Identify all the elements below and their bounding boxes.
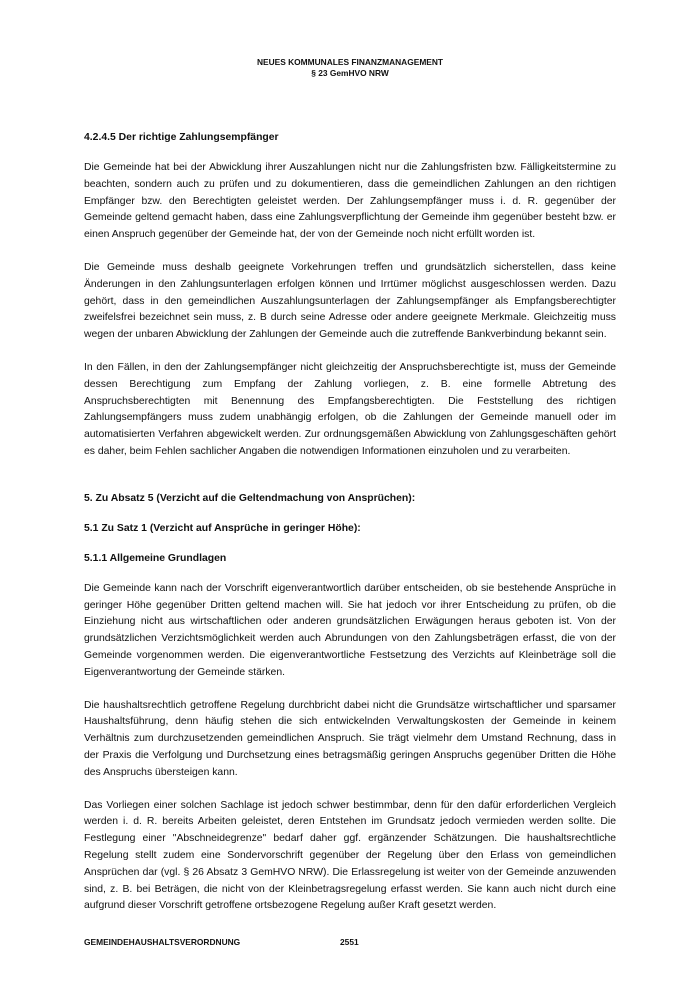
page-number: 2551	[340, 937, 359, 947]
paragraph-2: Die Gemeinde muss deshalb geeignete Vorkehrungen treffen und grundsätzlich sicherstellen, dass keine Änderungen in den Zahlungsunterlagen erfolgen können und Irrtümer möglichst ausgeschlossen werden. Dazu gehört, dass in den gemeindlichen Auszahlungsunterlagen der Zahlungsempfänger als Empfangsberechtigter zweifelsfrei bezeichnet sein muss, z. B durch seine Adresse oder andere geeignete Merkmale. Gleichzeitig muss wegen der unbaren Abwicklung der Zahlungen der Gemeinde auch die zutreffende Bankverbindung bekannt sein.	[84, 261, 616, 341]
heading-5: 5. Zu Absatz 5 (Verzicht auf die Geltendmachung von Ansprüchen):	[84, 492, 416, 504]
paragraph-5: Die haushaltsrechtlich getroffene Regelung durchbricht dabei nicht die Grundsätze wirtschaftlicher und sparsamer Haushaltsführung, denn häufig stehen die sich entwickelnden Verwaltungskosten der Gemeinde in keinem Verhältnis zum durchzusetzenden gemeindlichen Anspruch. Sie trägt vielmehr dem Umstand Rechnung, dass in der Praxis die Verfolgung und Durchsetzung eines betragsmäßig geringen Anspruchs gegenüber Dritten die Höhe des Anspruchs übersteigen kann.	[84, 699, 616, 778]
heading-5-1: 5.1 Zu Satz 1 (Verzicht auf Ansprüche in geringer Höhe):	[84, 522, 361, 534]
paragraph-6: Das Vorliegen einer solchen Sachlage ist jedoch schwer bestimmbar, denn für den dafür erforderlichen Vergleich werden i. d. R. bereits Arbeiten geleistet, deren Entstehen im Grundsatz jedoch vermieden werden sollte. Die Festlegung einer "Abschneidegrenze" bedarf daher ggf. ergänzender Schätzungen. Die haushaltsrechtliche Regelung stellt zudem eine Sondervorschrift gegenüber der Regelung über den Erlass von gemeindlichen Ansprüchen dar (vgl. § 26 Absatz 3 GemHVO NRW). Die Erlassregelung ist weiter von der Gemeinde anzuwenden sind, z. B. bei Beträgen, die nicht von der Kleinbetragsregelung erfasst werden. Sie kann auch nicht durch eine aufgrund dieser Vorschrift getroffene ortsbezogene Regelung außer Kraft gesetzt werden.	[84, 799, 616, 912]
paragraph-3: In den Fällen, in den der Zahlungsempfänger nicht gleichzeitig der Anspruchsberechtigte ist, muss der Gemeinde dessen Berechtigung zum Empfang der Zahlung vorliegen, z. B. eine formelle Abtretung des Anspruchsberechtigten mit Benennung des Empfangsberechtigten. Die Feststellung des richtigen Zahlungsempfängers muss zudem unabhängig erfolgen, ob die Zahlungen der Gemeinde manuell oder im automatisierten Verfahren abgewickelt werden. Zur ordnungsgemäßen Abwicklung von Zahlungsgeschäften gehört es daher, beim Fehlen sachlicher Angaben die notwendigen Informationen einzuholen und zu verarbeiten.	[84, 361, 616, 457]
header-title: NEUES KOMMUNALES FINANZMANAGEMENT	[256, 57, 444, 67]
footer-title: GEMEINDEHAUSHALTSVERORDNUNG	[84, 937, 241, 947]
page-header	[0, 57, 700, 79]
heading-4-2-4-5: 4.2.4.5 Der richtige Zahlungsempfänger	[84, 132, 279, 143]
paragraph-4: Die Gemeinde kann nach der Vorschrift eigenverantwortlich darüber entscheiden, ob sie bestehende Ansprüche in geringer Höhe gegenüber Dritten geltend machen will. Sie hat jedoch vor ihrer Entscheidung zu prüfen, ob die Einziehung nicht aus wirtschaftlichen oder anderen grundsätzlichen Erwägungen heraus geboten ist. Von der grundsätzlichen Verzichtsmöglichkeit werden auch Abrundungen von den Zahlungsbeträgen erfasst, die von der Gemeinde vorgenommen werden. Die eigenverantwortliche Festsetzung des Verzichts auf Kleinbeträge soll die Eigenverantwortung der Gemeinde stärken.	[84, 582, 616, 678]
document-body	[84, 130, 616, 915]
heading-5-1-1: 5.1.1 Allgemeine Grundlagen	[84, 552, 227, 564]
page-footer	[84, 937, 359, 948]
paragraph-1: Die Gemeinde hat bei der Abwicklung ihrer Auszahlungen nicht nur die Zahlungsfristen bzw. Fälligkeitstermine zu beachten, sondern auch zu prüfen und zu dokumentieren, dass die gemeindlichen Zahlungen an den richtigen Empfänger bzw. den Berechtigten geleistet werden. Der Zahlungsempfänger muss i. d. R. gegenüber der Gemeinde geltend gemacht haben, dass eine Zahlungsverpflichtung der Gemeinde ihm gegenüber besteht bzw. er einen Anspruch gegenüber der Gemeinde hat, der von der Gemeinde noch nicht erfüllt worden ist.	[84, 162, 616, 241]
header-section-ref: § 23 GemHVO NRW	[311, 68, 389, 78]
